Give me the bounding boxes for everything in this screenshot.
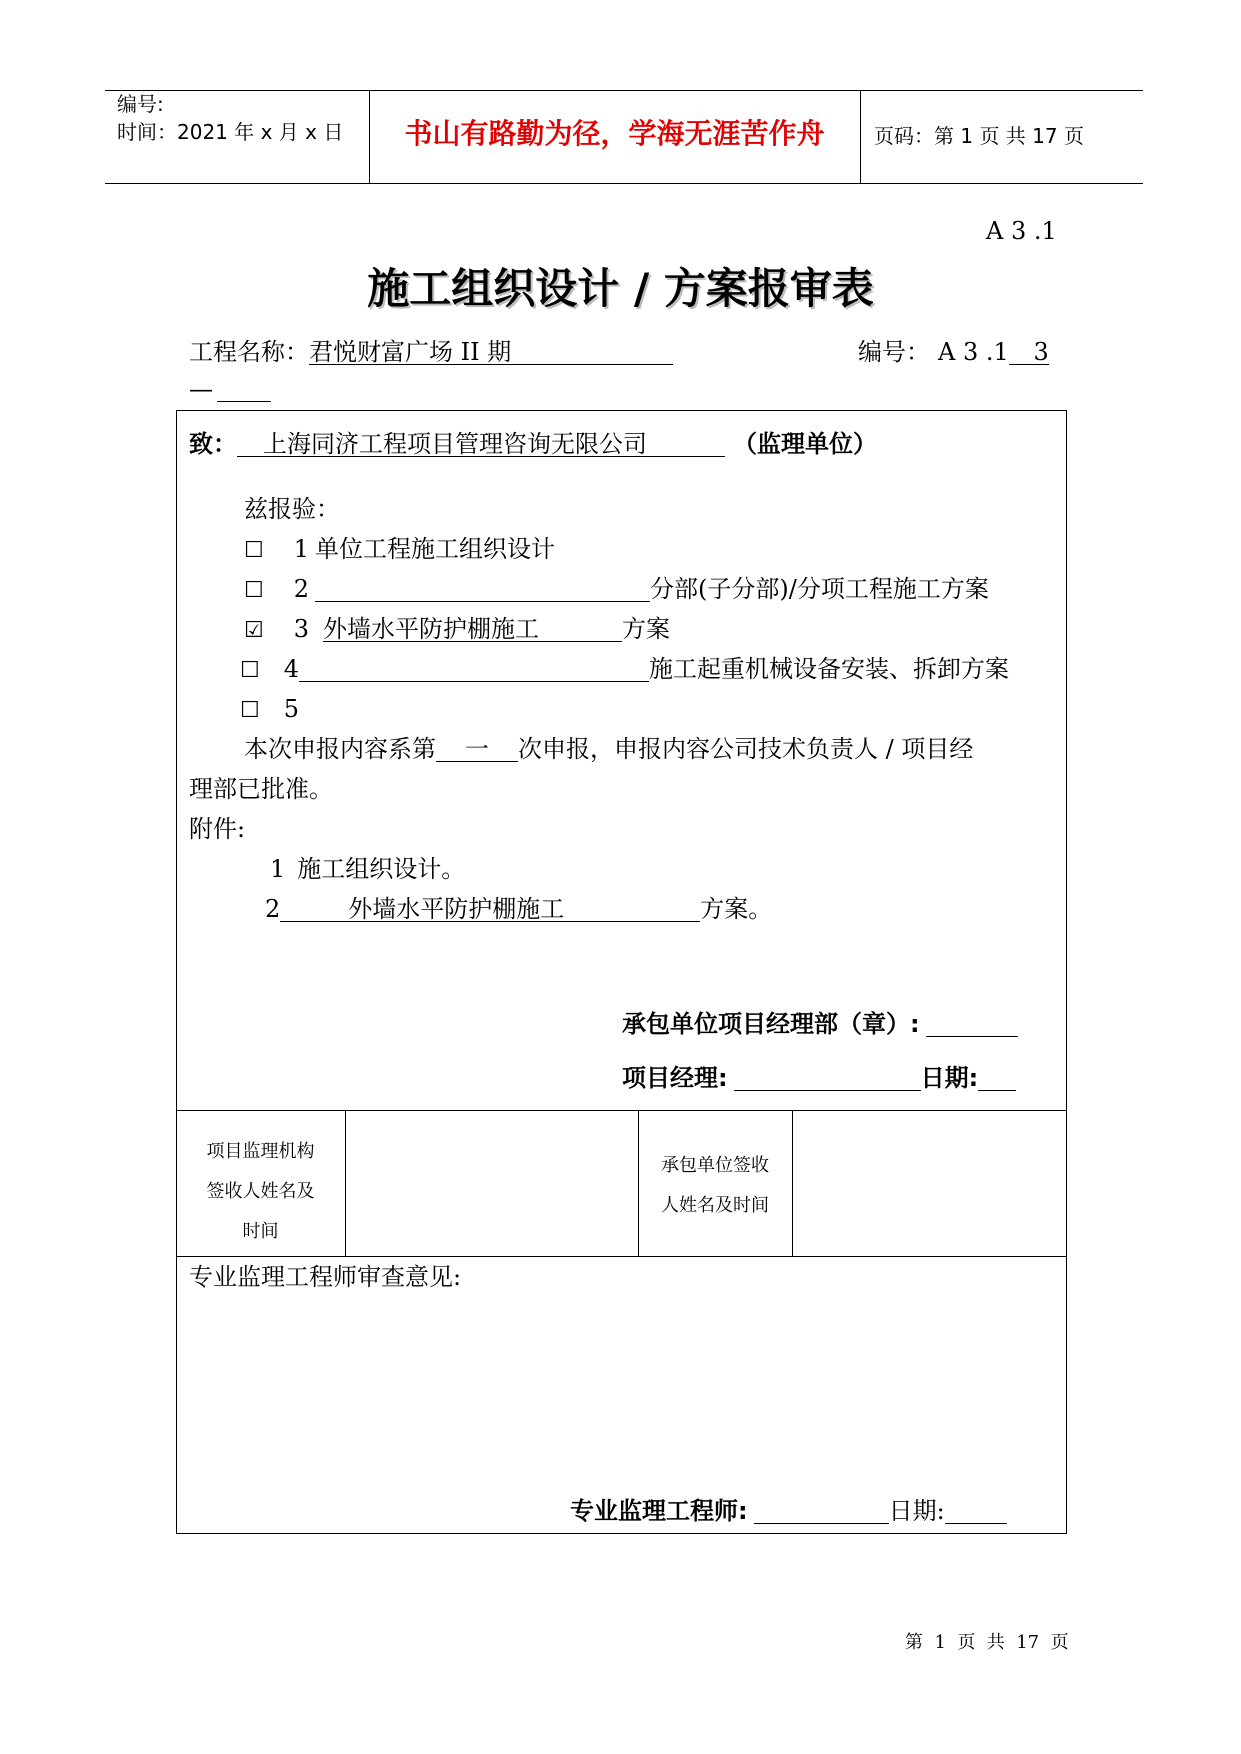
form-title: 施工组织设计 / 方案报审表: [367, 264, 874, 313]
number-dash: —: [189, 375, 213, 403]
engineer-label: 专业监理工程师:: [570, 1497, 748, 1525]
attach-text: 施工组织设计。: [297, 855, 466, 883]
recipient-name: 上海同济工程项目管理咨询无限公司: [237, 432, 725, 457]
attach-item-1: [270, 857, 465, 881]
engineer-date-label: 日期:: [888, 1497, 945, 1525]
attach-number: 1: [270, 855, 286, 883]
number-label: 编号：: [858, 338, 930, 366]
receipt-col-3: [792, 1110, 793, 1256]
item-number: 3: [293, 615, 310, 643]
number-line: [858, 340, 1049, 365]
review-opinion-label: 专业监理工程师审查意见:: [189, 1263, 462, 1291]
project-name: 君悦财富广场 II 期: [309, 340, 673, 365]
recipient-line: [189, 432, 877, 457]
pm-label: 项目经理:: [622, 1064, 728, 1092]
project-label: 工程名称：: [189, 338, 309, 366]
header-page-label: 页码：第 1 页 共 17 页: [874, 124, 1084, 148]
report-suffix: 次申报，申报内容公司技术负责人 / 项目经: [518, 735, 974, 763]
item-blank: [315, 577, 650, 602]
attach-item-2: [265, 897, 772, 922]
contractor-receipt-label: 承包单位签收 人姓名及时间: [661, 1155, 769, 1216]
receipt-section-rule: [176, 1256, 1067, 1257]
header-top-rule: [105, 90, 1143, 91]
attach-text: 方案。: [700, 895, 773, 923]
number-prefix: A 3 .1: [938, 338, 1009, 366]
header-bottom-rule: [105, 183, 1143, 184]
list-item-1: [244, 537, 555, 562]
pm-line: [622, 1066, 1016, 1091]
engineer-blank: [754, 1499, 889, 1524]
pm-blank: [734, 1066, 921, 1091]
checkbox-icon[interactable]: ☐: [240, 658, 260, 683]
recipient-role: （监理单位）: [733, 430, 877, 458]
pm-date-blank: [978, 1066, 1016, 1091]
checked-checkbox-icon[interactable]: ☑: [244, 618, 264, 643]
number-suffix-blank: [217, 377, 271, 402]
supervisor-receipt-label: 项目监理机构 签收人姓名及 时间: [206, 1141, 315, 1242]
to-label: 致：: [189, 430, 237, 458]
checkbox-icon[interactable]: ☐: [244, 578, 264, 603]
attach-number: 2: [265, 895, 281, 923]
list-item-2: [244, 577, 989, 602]
letter-section-rule: [176, 1110, 1067, 1111]
item-number: 5: [283, 695, 300, 723]
intro-label: 兹报验：: [244, 495, 340, 523]
report-line-2: 理部已批准。: [189, 775, 333, 803]
checkbox-icon[interactable]: ☐: [240, 698, 260, 723]
header-divider-right: [860, 90, 861, 183]
pm-date-label: 日期:: [920, 1064, 979, 1092]
header-motto: 书山有路勤为径，学海无涯苦作舟: [404, 117, 825, 150]
item-blank: [299, 657, 649, 682]
header-time-label: 时间：2021 年 x 月 x 日: [117, 120, 344, 144]
contractor-stamp-blank: [926, 1012, 1018, 1037]
receipt-col-1: [345, 1110, 346, 1256]
item-text: 单位工程施工组织设计: [315, 535, 556, 563]
header-code-label: 编号:: [117, 92, 164, 116]
contractor-stamp-label: 承包单位项目经理部（章）:: [622, 1010, 920, 1038]
item-text: 施工起重机械设备安装、拆卸方案: [649, 655, 1010, 683]
checkbox-icon[interactable]: ☐: [244, 538, 264, 563]
engineer-date-blank: [945, 1499, 1007, 1524]
report-line-1: [244, 737, 973, 762]
contractor-stamp-line: [622, 1012, 1018, 1037]
item-number: 2: [293, 575, 310, 603]
attach-label: 附件:: [189, 815, 246, 843]
form-code: A 3 .1: [986, 217, 1057, 245]
attach-fill: 外墙水平防护棚施工: [280, 897, 700, 922]
engineer-line: [570, 1499, 1007, 1524]
number-value: 3: [1009, 340, 1049, 365]
item-number: 1: [293, 535, 310, 563]
number-line-2: [189, 377, 271, 402]
report-count: 一: [436, 737, 518, 762]
item-text: 分部(子分部)/分项工程施工方案: [650, 575, 989, 603]
list-item-4: [240, 657, 1009, 682]
list-item-3: [244, 617, 670, 642]
item-fill: 外墙水平防护棚施工: [323, 617, 622, 642]
project-line: [189, 340, 673, 365]
footer-page-number: 第 1 页 共 17 页: [905, 1632, 1069, 1653]
list-item-5: [240, 697, 299, 722]
item-text: 方案: [622, 615, 671, 643]
item-number: 4: [283, 655, 300, 683]
report-prefix: 本次申报内容系第: [244, 735, 436, 763]
